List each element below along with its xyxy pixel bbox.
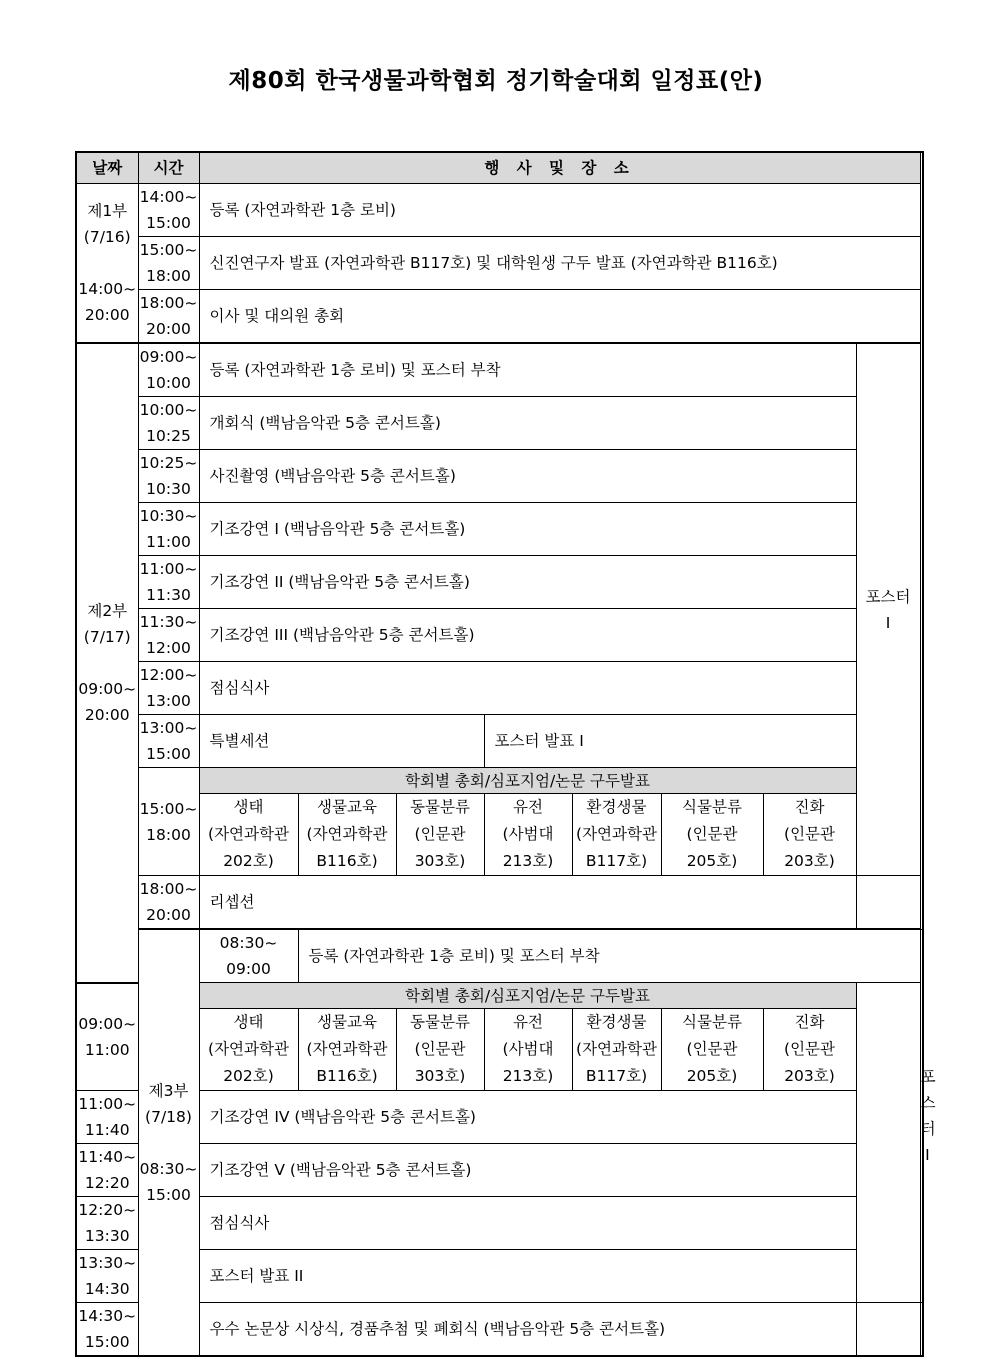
session-location: (인문관 xyxy=(414,825,466,843)
session-name: 환경생물 xyxy=(586,1013,647,1031)
time-end: 15:00 xyxy=(84,1333,130,1351)
time-start: 18:00~ xyxy=(139,294,198,312)
time-start: 09:00~ xyxy=(139,348,198,366)
time-cell xyxy=(138,715,199,768)
sessions-row xyxy=(76,1009,923,1091)
header-date: 날짜 xyxy=(76,152,138,184)
part1-date: (7/16) xyxy=(83,228,131,246)
sessions-heading: 학회별 총회/심포지엄/논문 구두발표 xyxy=(199,983,856,1009)
session-location: (인문관 xyxy=(686,1040,738,1058)
time-start: 13:30~ xyxy=(78,1254,137,1272)
time-cell xyxy=(138,343,199,397)
empty-poster-cell xyxy=(856,1303,920,1357)
event-cell: 리셉션 xyxy=(199,876,856,930)
table-row xyxy=(76,290,923,344)
time-start: 11:40~ xyxy=(78,1148,137,1166)
event-cell: 기조강연 III (백남음악관 5층 콘서트홀) xyxy=(199,609,856,662)
table-row xyxy=(76,503,923,556)
schedule-table xyxy=(75,151,936,1357)
table-row xyxy=(76,662,923,715)
session-location: (인문관 xyxy=(686,825,738,843)
time-start: 11:30~ xyxy=(139,613,198,631)
time-end: 10:30 xyxy=(146,480,191,498)
session-name: 식물분류 xyxy=(682,798,742,816)
session-name: 유전 xyxy=(513,798,543,816)
session-cell xyxy=(763,794,856,876)
session-name: 생물교육 xyxy=(317,1013,377,1031)
part3-date: (7/18) xyxy=(145,1107,192,1126)
time-start: 09:00~ xyxy=(78,1014,137,1033)
time-end: 18:00 xyxy=(146,825,191,844)
time-end: 10:25 xyxy=(146,427,191,445)
time-cell xyxy=(138,662,199,715)
session-cell xyxy=(199,794,298,876)
table-row xyxy=(76,450,923,503)
time-cell xyxy=(76,1091,138,1144)
session-room: 203호) xyxy=(784,852,835,870)
time-cell xyxy=(138,450,199,503)
time-cell xyxy=(76,1303,138,1357)
event-cell: 등록 (자연과학관 1층 로비) xyxy=(199,184,920,237)
time-end: 18:00 xyxy=(146,267,191,285)
session-cell xyxy=(396,1009,484,1091)
session-room: 205호) xyxy=(686,852,738,870)
time-start: 15:00~ xyxy=(139,799,198,818)
time-cell xyxy=(138,609,199,662)
time-end: 14:30 xyxy=(84,1280,130,1298)
time-start: 10:25~ xyxy=(139,454,198,472)
session-cell xyxy=(396,794,484,876)
table-row xyxy=(76,1144,923,1197)
time-end: 13:00 xyxy=(146,692,191,710)
session-room: 303호) xyxy=(414,852,466,870)
event-cell: 기조강연 IV (백남음악관 5층 콘서트홀) xyxy=(199,1091,856,1144)
session-location: (인문관 xyxy=(414,1040,466,1058)
session-name: 동물분류 xyxy=(410,1013,470,1031)
table-row xyxy=(76,1250,923,1303)
time-start: 08:30~ xyxy=(219,934,278,952)
time-end: 11:00 xyxy=(84,1040,130,1059)
event-cell: 점심식사 xyxy=(199,662,856,715)
time-end: 15:00 xyxy=(146,745,191,763)
time-cell xyxy=(138,184,199,237)
empty-poster-cell xyxy=(856,876,920,930)
time-cell xyxy=(138,876,199,930)
part3-day-cell xyxy=(138,929,199,1356)
time-end: 10:00 xyxy=(146,374,191,392)
table-row xyxy=(76,556,923,609)
time-start: 15:00~ xyxy=(139,241,198,259)
time-cell xyxy=(138,397,199,450)
session-room: 213호) xyxy=(502,852,554,870)
session-room: 202호) xyxy=(223,852,274,870)
session-location: (자연과학관 xyxy=(306,825,388,843)
session-cell xyxy=(661,794,763,876)
header-event: 행 사 및 장 소 xyxy=(199,152,920,184)
event-cell: 사진촬영 (백남음악관 5층 콘서트홀) xyxy=(199,450,856,503)
part1-day-cell xyxy=(76,184,138,344)
part3-label: 제3부 xyxy=(148,1081,189,1100)
event-cell: 기조강연 II (백남음악관 5층 콘서트홀) xyxy=(199,556,856,609)
time-start: 10:00~ xyxy=(139,401,198,419)
time-cell xyxy=(138,503,199,556)
time-cell xyxy=(76,1250,138,1303)
session-name: 환경생물 xyxy=(586,798,647,816)
part1-hours-from: 14:00~ xyxy=(78,280,137,298)
part3-hours-from: 08:30~ xyxy=(139,1159,198,1178)
session-name: 식물분류 xyxy=(682,1013,742,1031)
time-cell xyxy=(199,929,298,983)
time-start: 14:00~ xyxy=(139,188,198,206)
session-location: (사범대 xyxy=(502,1040,554,1058)
session-name: 생물교육 xyxy=(317,798,377,816)
event-cell: 점심식사 xyxy=(199,1197,856,1250)
time-start: 10:30~ xyxy=(139,507,198,525)
session-cell xyxy=(298,794,396,876)
time-cell xyxy=(76,1197,138,1250)
session-cell xyxy=(484,794,572,876)
table-row xyxy=(76,715,923,768)
session-name: 동물분류 xyxy=(410,798,470,816)
poster-column-ii xyxy=(920,929,936,1303)
event-cell: 등록 (자연과학관 1층 로비) 및 포스터 부착 xyxy=(199,343,856,397)
session-location: (자연과학관 xyxy=(576,825,657,843)
session-room: 205호) xyxy=(686,1067,738,1085)
session-room: B116호) xyxy=(316,852,378,870)
time-cell xyxy=(76,983,138,1091)
time-end: 11:40 xyxy=(84,1121,130,1139)
time-end: 13:30 xyxy=(84,1227,130,1245)
session-room: 213호) xyxy=(502,1067,554,1085)
time-end: 09:00 xyxy=(226,960,271,978)
sessions-row xyxy=(76,794,923,876)
time-end: 15:00 xyxy=(146,214,191,232)
special-session-cell: 특별세션 xyxy=(199,715,484,768)
table-row xyxy=(76,1303,923,1357)
time-start: 12:00~ xyxy=(139,666,198,684)
time-end: 11:00 xyxy=(146,533,191,551)
session-cell xyxy=(199,1009,298,1091)
time-cell xyxy=(138,237,199,290)
part3-hours-to: 15:00 xyxy=(146,1185,191,1204)
time-start: 18:00~ xyxy=(139,880,198,898)
part2-label: 제2부 xyxy=(87,601,128,620)
poster-number: I xyxy=(885,613,891,632)
poster-label: 포스터 xyxy=(865,587,911,606)
session-cell xyxy=(572,794,661,876)
session-room: B117호) xyxy=(585,852,648,870)
session-location: (자연과학관 xyxy=(306,1040,388,1058)
time-start: 13:00~ xyxy=(139,719,198,737)
page-title: 제80회 한국생물과학협회 정기학술대회 일정표(안) xyxy=(228,68,764,94)
session-name: 생태 xyxy=(233,798,264,816)
session-cell xyxy=(298,1009,396,1091)
session-location: (인문관 xyxy=(784,825,835,843)
table-row xyxy=(76,609,923,662)
time-cell xyxy=(138,290,199,344)
part1-hours-to: 20:00 xyxy=(84,306,130,324)
part2-day-cell xyxy=(76,343,138,983)
part2-hours-from: 09:00~ xyxy=(78,679,137,698)
time-end: 12:20 xyxy=(84,1174,130,1192)
time-start: 14:30~ xyxy=(78,1307,137,1325)
session-name: 진화 xyxy=(794,1013,825,1031)
event-cell: 이사 및 대의원 총회 xyxy=(199,290,920,344)
session-room: B117호) xyxy=(585,1067,648,1085)
session-name: 생태 xyxy=(233,1013,264,1031)
poster-presentation-cell: 포스터 발표 I xyxy=(484,715,856,768)
session-location: (자연과학관 xyxy=(576,1040,657,1058)
table-header-row xyxy=(76,152,923,184)
session-room: 203호) xyxy=(784,1067,835,1085)
session-location: (인문관 xyxy=(784,1040,835,1058)
table-row xyxy=(76,237,923,290)
time-end: 20:00 xyxy=(146,906,191,924)
table-row xyxy=(76,929,923,983)
session-location: (사범대 xyxy=(502,825,554,843)
table-row xyxy=(76,184,923,237)
sessions-heading: 학회별 총회/심포지엄/논문 구두발표 xyxy=(199,768,856,794)
time-start: 11:00~ xyxy=(139,560,198,578)
session-cell xyxy=(661,1009,763,1091)
table-row xyxy=(76,876,923,930)
part2-hours-to: 20:00 xyxy=(84,705,130,724)
part2-date: (7/17) xyxy=(83,627,131,646)
time-cell xyxy=(138,768,199,876)
time-start: 12:20~ xyxy=(78,1201,137,1219)
time-cell xyxy=(138,556,199,609)
poster-column-i xyxy=(856,343,920,876)
session-cell xyxy=(763,1009,856,1091)
event-cell: 포스터 발표 II xyxy=(199,1250,856,1303)
event-cell: 등록 (자연과학관 1층 로비) 및 포스터 부착 xyxy=(298,929,920,983)
time-end: 12:00 xyxy=(146,639,191,657)
session-name: 진화 xyxy=(794,798,825,816)
time-cell xyxy=(76,1144,138,1197)
session-cell xyxy=(484,1009,572,1091)
session-room: 303호) xyxy=(414,1067,466,1085)
time-end: 20:00 xyxy=(146,320,191,338)
table-row xyxy=(76,343,923,397)
event-cell: 신진연구자 발표 (자연과학관 B117호) 및 대학원생 구두 발표 (자연과학관 B116호) xyxy=(199,237,920,290)
header-time: 시간 xyxy=(138,152,199,184)
poster-label: 포스터 xyxy=(920,1067,936,1138)
sessions-heading-row xyxy=(76,983,923,1009)
session-location: (자연과학관 xyxy=(208,825,289,843)
time-start: 11:00~ xyxy=(78,1095,137,1113)
table-row xyxy=(76,1091,923,1144)
part1-label: 제1부 xyxy=(87,202,128,220)
event-cell: 기조강연 V (백남음악관 5층 콘서트홀) xyxy=(199,1144,856,1197)
sessions-heading-row xyxy=(76,768,923,794)
poster-number: II xyxy=(920,1145,930,1164)
session-cell xyxy=(572,1009,661,1091)
session-room: 202호) xyxy=(223,1067,274,1085)
event-cell: 기조강연 I (백남음악관 5층 콘서트홀) xyxy=(199,503,856,556)
table-row xyxy=(76,1197,923,1250)
session-location: (자연과학관 xyxy=(208,1040,289,1058)
session-room: B116호) xyxy=(316,1067,378,1085)
event-cell: 우수 논문상 시상식, 경품추첨 및 폐회식 (백남음악관 5층 콘서트홀) xyxy=(199,1303,856,1357)
table-row xyxy=(76,397,923,450)
time-end: 11:30 xyxy=(146,586,191,604)
session-name: 유전 xyxy=(513,1013,543,1031)
event-cell: 개회식 (백남음악관 5층 콘서트홀) xyxy=(199,397,856,450)
